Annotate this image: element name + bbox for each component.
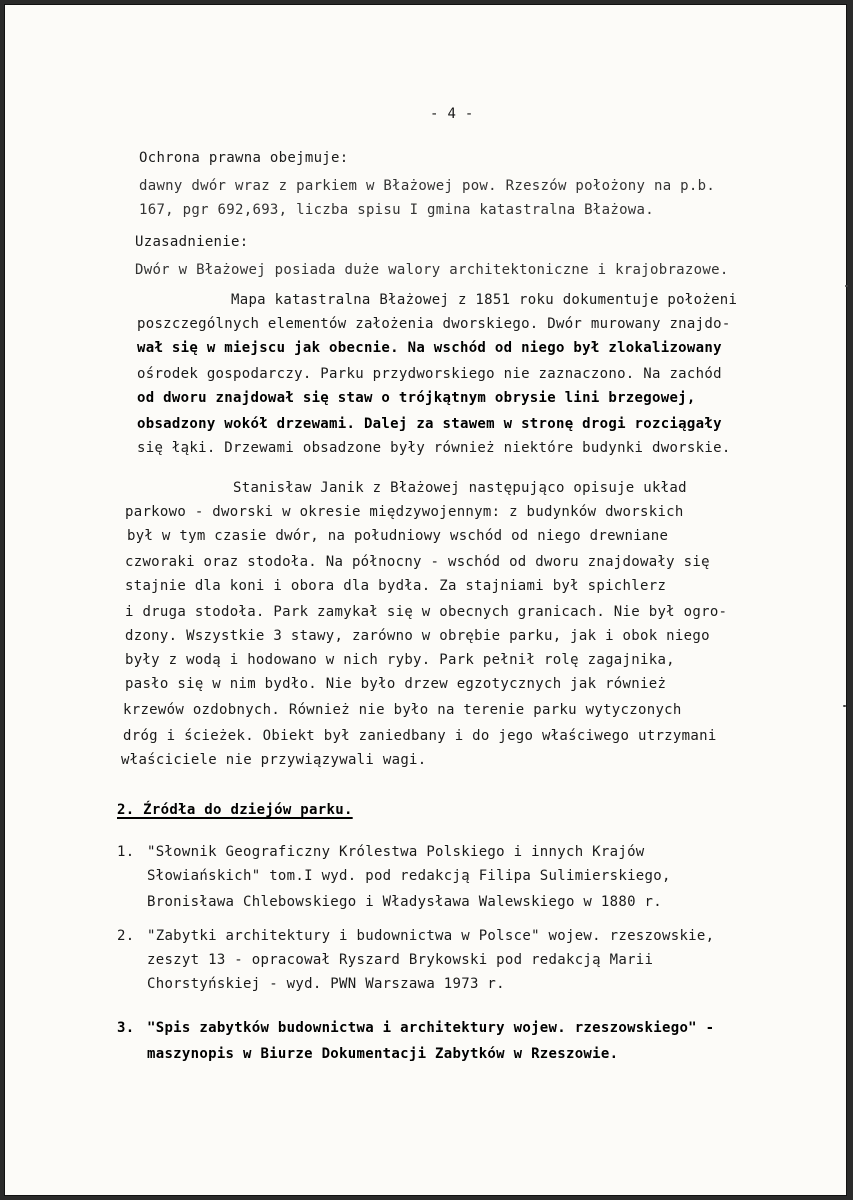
- paragraph2-line: stajnie dla koni i obora dla bydła. Za stajniami był spichlerz: [125, 578, 667, 594]
- paragraph2-line: Stanisław Janik z Błażowej następująco opisuje układ: [233, 480, 687, 496]
- paragraph1-line: wał się w miejscu jak obecnie. Na wschód od niego był zlokalizowany: [137, 340, 722, 356]
- ink-speck: [845, 285, 848, 287]
- ink-speck: [843, 705, 846, 707]
- paragraph1-line: obsadzony wokół drzewami. Dalej za stawem w stronę drogi rozciągały: [137, 416, 722, 432]
- source-line: Słowiańskich" tom.I wyd. pod redakcją Filipa Sulimierskiego,: [147, 868, 671, 884]
- paragraph2-line: był w tym czasie dwór, na południowy wschód od niego drewniane: [127, 528, 669, 544]
- source-number: 1.: [117, 844, 135, 860]
- protection-line: 167, pgr 692,693, liczba spisu I gmina katastralna Błażowa.: [139, 202, 654, 218]
- source-number: 3.: [117, 1020, 135, 1036]
- source-line: maszynopis w Biurze Dokumentacji Zabytków w Rzeszowie.: [147, 1046, 619, 1062]
- source-line: "Zabytki architektury i budownictwa w Polsce" wojew. rzeszowskie,: [147, 928, 715, 944]
- paragraph2-line: parkowo - dworski w okresie międzywojennym: z budynków dworskich: [125, 504, 684, 520]
- paragraph1-line: poszczególnych elementów założenia dworskiego. Dwór murowany znajdo-: [137, 316, 731, 332]
- paragraph1-line: ośrodek gospodarczy. Parku przydworskiego nie zaznaczono. Na zachód: [137, 366, 722, 382]
- source-line: "Słownik Geograficzny Królestwa Polskiego i innych Krajów: [147, 844, 645, 860]
- justification-line: Dwór w Błażowej posiada duże walory architektoniczne i krajobrazowe.: [135, 262, 729, 278]
- source-line: Bronisława Chlebowskiego i Władysława Walewskiego w 1880 r.: [147, 894, 662, 910]
- protection-heading: Ochrona prawna obejmuje:: [139, 150, 349, 166]
- source-line: Chorstyńskiej - wyd. PWN Warszawa 1973 r.: [147, 976, 505, 992]
- source-line: zeszyt 13 - opracował Ryszard Brykowski pod redakcją Marii: [147, 952, 654, 968]
- paragraph1-line: się łąki. Drzewami obsadzone były również niektóre budynki dworskie.: [137, 440, 731, 456]
- source-line: "Spis zabytków budownictwa i architektury wojew. rzeszowskiego" -: [147, 1020, 715, 1036]
- paragraph2-line: były z wodą i hodowano w nich ryby. Park pełnił rolę zagajnika,: [125, 652, 675, 668]
- paragraph1-line: od dworu znajdował się staw o trójkątnym obrysie lini brzegowej,: [137, 390, 696, 406]
- justification-heading: Uzasadnienie:: [135, 234, 249, 250]
- source-number: 2.: [117, 928, 135, 944]
- paragraph2-line: i druga stodoła. Park zamykał się w obecnych granicach. Nie był ogro-: [125, 604, 728, 620]
- paragraph2-line: krzewów ozdobnych. Również nie było na terenie parku wytyczonych: [123, 702, 682, 718]
- paragraph2-line: właściciele nie przywiązywali wagi.: [121, 752, 427, 768]
- paragraph2-line: czworaki oraz stodoła. Na północny - wschód od dworu znajdowały się: [125, 554, 710, 570]
- section2-heading: 2. Źródła do dziejów parku.: [117, 802, 353, 818]
- paragraph1-line: Mapa katastralna Błażowej z 1851 roku dokumentuje położeni: [231, 292, 738, 308]
- paragraph2-line: dzony. Wszystkie 3 stawy, zarówno w obrębie parku, jak i obok niego: [125, 628, 710, 644]
- page-number: - 4 -: [430, 106, 474, 122]
- document-page: [4, 4, 847, 1196]
- paragraph2-line: pasło się w nim bydło. Nie było drzew egzotycznych jak również: [125, 676, 667, 692]
- protection-line: dawny dwór wraz z parkiem w Błażowej pow. Rzeszów położony na p.b.: [139, 178, 716, 194]
- paragraph2-line: dróg i ścieżek. Obiekt był zaniedbany i do jego właściwego utrzymani: [123, 728, 717, 744]
